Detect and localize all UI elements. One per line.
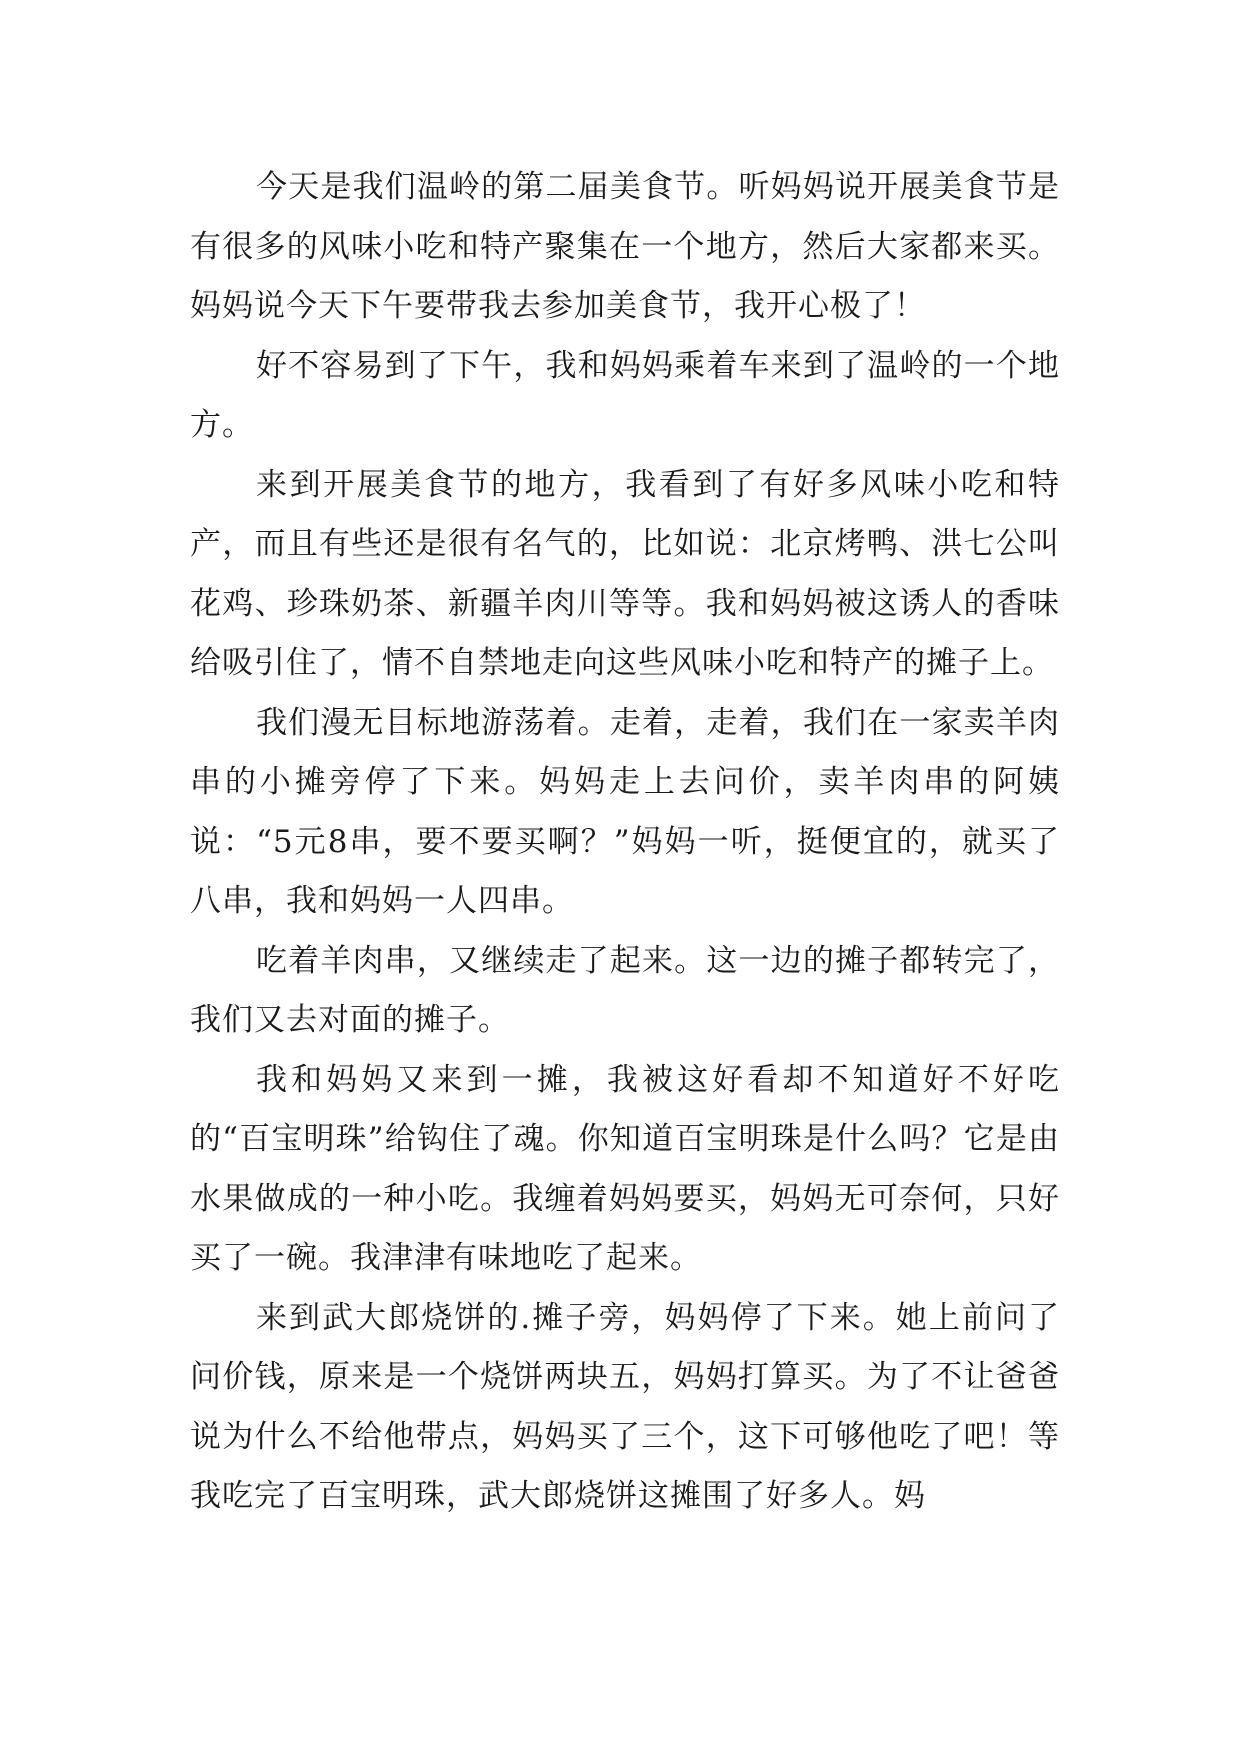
paragraph-4: 我们漫无目标地游荡着。走着，走着，我们在一家卖羊肉串的小摊旁停了下来。妈妈走上去问价，卖羊肉串的阿姨说：“5元8串，要不要买啊？”妈妈一听，挺便宜的，就买了八串，我和妈妈一人四串。 xyxy=(190,704,1060,919)
paragraph-2: 好不容易到了下午，我和妈妈乘着车来到了温岭的一个地方。 xyxy=(190,347,1060,443)
paragraph-3: 来到开展美食节的地方，我看到了有好多风味小吃和特产，而且有些还是很有名气的，比如说：北京烤鸭、洪七公叫花鸡、珍珠奶茶、新疆羊肉川等等。我和妈妈被这诱人的香味给吸引住了，情不自禁地走向这些风味小吃和特产的摊子上。 xyxy=(190,466,1060,681)
document-body xyxy=(190,158,1060,1527)
paragraph-7: 来到武大郎烧饼的.摊子旁，妈妈停了下来。她上前问了问价钱，原来是一个烧饼两块五，妈妈打算买。为了不让爸爸说为什么不给他带点，妈妈买了三个，这下可够他吃了吧！等我吃完了百宝明珠，武大郎烧饼这摊围了好多人。妈 xyxy=(190,1299,1060,1514)
paragraph-6: 我和妈妈又来到一摊，我被这好看却不知道好不好吃的“百宝明珠”给钩住了魂。你知道百宝明珠是什么吗？它是由水果做成的一种小吃。我缠着妈妈要买，妈妈无可奈何，只好买了一碗。我津津有味地吃了起来。 xyxy=(190,1061,1060,1276)
paragraph-1: 今天是我们温岭的第二届美食节。听妈妈说开展美食节是有很多的风味小吃和特产聚集在一个地方，然后大家都来买。妈妈说今天下午要带我去参加美食节，我开心极了！ xyxy=(190,169,1060,324)
paragraph-5: 吃着羊肉串，又继续走了起来。这一边的摊子都转完了，我们又去对面的摊子。 xyxy=(190,942,1060,1038)
